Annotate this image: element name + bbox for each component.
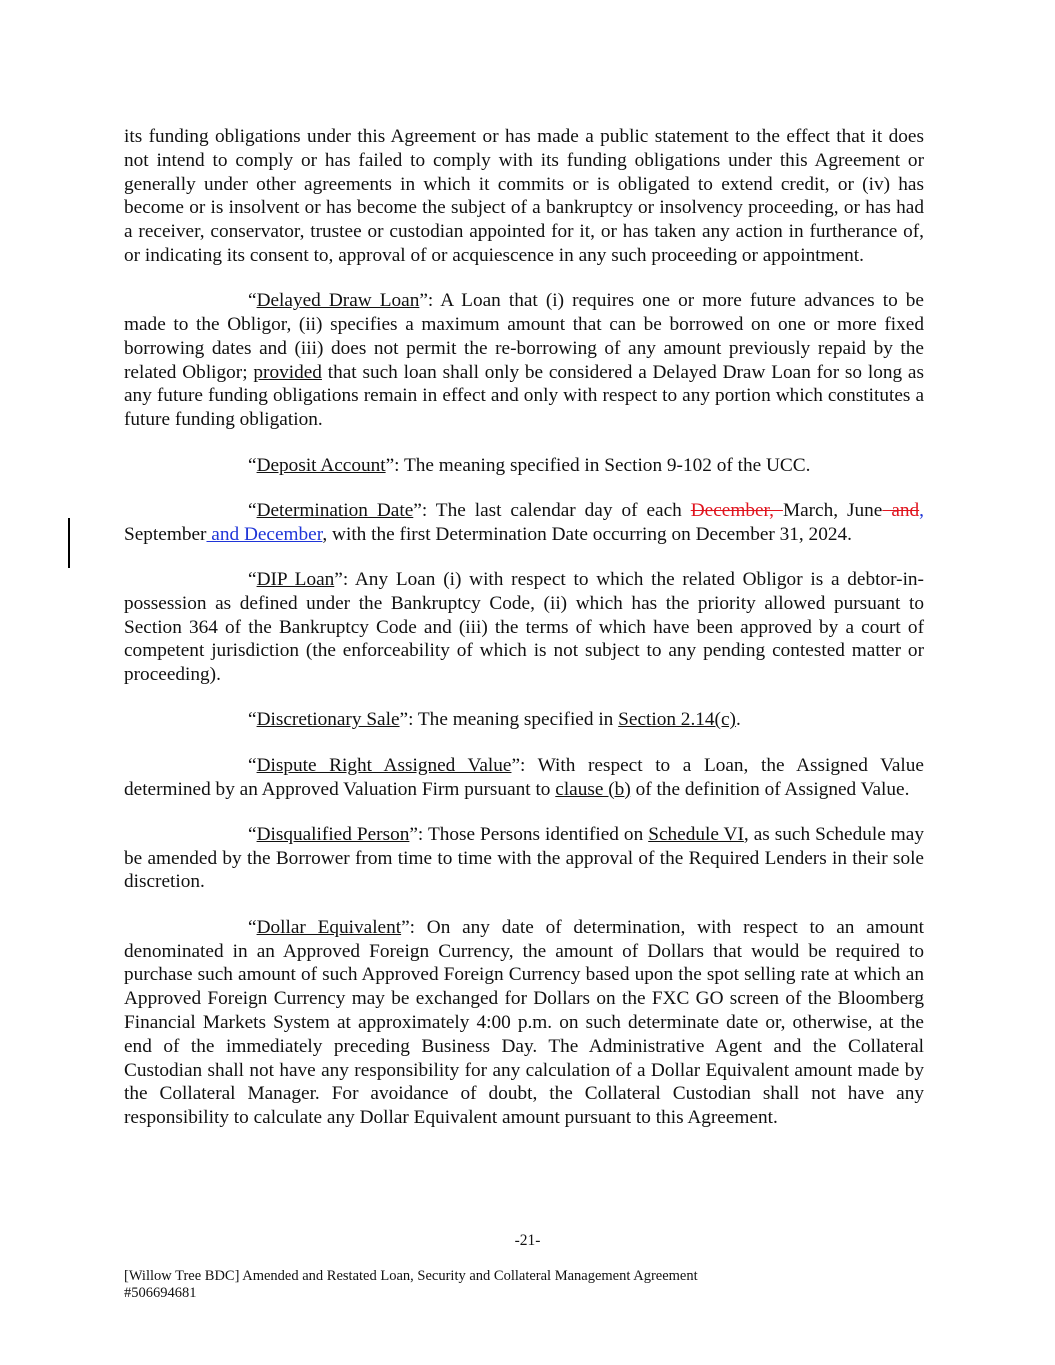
deleted-text: December, [690, 499, 783, 521]
defined-term: DIP Loan [256, 568, 335, 590]
document-footer [124, 1268, 698, 1302]
definition-determination-date: “Determination Date”: The last calendar day of each December, March, June and, September and December, with the first Determination Date occurring on December 31, 2024. [124, 499, 924, 545]
definition-dip-loan: “DIP Loan”: Any Loan (i) with respect to which the related Obligor is a debtor-in-possession as defined under the Bankruptcy Code, (ii) which has the priority allowed pursuant to Section 364 of the Bankruptcy Code and (iii) the terms of which have been approved by a court of competent jurisdiction (the enforceability of which is not subject to any pending contested matter or proceeding). [124, 568, 924, 686]
inserted-text: , [919, 499, 924, 521]
defined-term: Dollar Equivalent [256, 916, 402, 938]
defined-term: Determination Date [256, 499, 414, 521]
revision-change-bar [68, 518, 70, 568]
defined-term: Dispute Right Assigned Value [256, 754, 512, 776]
definition-discretionary-sale: “Discretionary Sale”: The meaning specified in Section 2.14(c). [248, 709, 741, 731]
definition-delayed-draw-loan: “Delayed Draw Loan”: A Loan that (i) requires one or more future advances to be made to the Obligor, (ii) specifies a maximum amount that can be borrowed on one or more fixed borrowing dates and (iii) does not permit the re-borrowing of any amount previously repaid by the related Obligor; provided that such loan shall only be considered a Delayed Draw Loan for so long as any future funding obligations remain in effect and only with respect to any portion which constitutes a future funding obligation. [124, 290, 924, 431]
schedule-reference: Schedule VI [648, 823, 744, 845]
defined-term: Disqualified Person [256, 823, 410, 845]
definition-dollar-equivalent: “Dollar Equivalent”: On any date of determination, with respect to an amount denominated in an Approved Foreign Currency, the amount of Dollars that would be required to purchase such amount of such Approved Foreign Currency based upon the spot selling rate at which an Approved Foreign Currency may be exchanged for Dollars on the FXC GO screen of the Bloomberg Financial Markets System at approximately 4:00 p.m. on such determinate date or, otherwise, at the end of the immediately preceding Business Day. The Administrative Agent and the Collateral Custodian shall not have any responsibility for any calculation of a Dollar Equivalent amount made by the Collateral Manager. For avoidance of doubt, the Collateral Custodian shall not have any responsibility to calculate any Dollar Equivalent amount pursuant to this Agreement. [124, 916, 924, 1129]
page-number: -21- [514, 1232, 541, 1249]
section-reference: Section 2.14(c) [618, 709, 736, 731]
definition-dispute-right-assigned-value: “Dispute Right Assigned Value”: With respect to a Loan, the Assigned Value determined by an Approved Valuation Firm pursuant to clause (b) of the definition of Assigned Value. [124, 754, 924, 800]
deleted-text: and [882, 499, 920, 521]
footer-title: [Willow Tree BDC] Amended and Restated Loan, Security and Collateral Management Agreement [124, 1268, 698, 1284]
defined-term: Deposit Account [256, 454, 386, 476]
definition-disqualified-person: “Disqualified Person”: Those Persons identified on Schedule VI, as such Schedule may be amended by the Borrower from time to time with the approval of the Required Lenders in their sole discretion. [124, 823, 924, 893]
document-body [124, 125, 924, 1151]
defined-term: Discretionary Sale [256, 709, 400, 731]
provided-term: provided [253, 361, 322, 383]
footer-doc-id: #506694681 [124, 1285, 197, 1301]
inserted-text: and December [206, 523, 323, 545]
defined-term: Delayed Draw Loan [256, 290, 420, 312]
continuation-paragraph: its funding obligations under this Agreement or has made a public statement to the effect that it does not intend to comply or has failed to comply with its funding obligations under this Agreement or generally under other agreements in which it commits or is obligated to extend credit, or (iv) has become or is insolvent or has become the subject of a bankruptcy or insolvency proceeding, or has had a receiver, conservator, trustee or custodian appointed for it, or has taken any action in furtherance of, or indicating its consent to, approval of or acquiescence in any such proceeding or appointment. [124, 126, 924, 266]
clause-reference: clause (b) [555, 778, 631, 800]
definition-deposit-account: “Deposit Account”: The meaning specified in Section 9-102 of the UCC. [248, 454, 811, 476]
